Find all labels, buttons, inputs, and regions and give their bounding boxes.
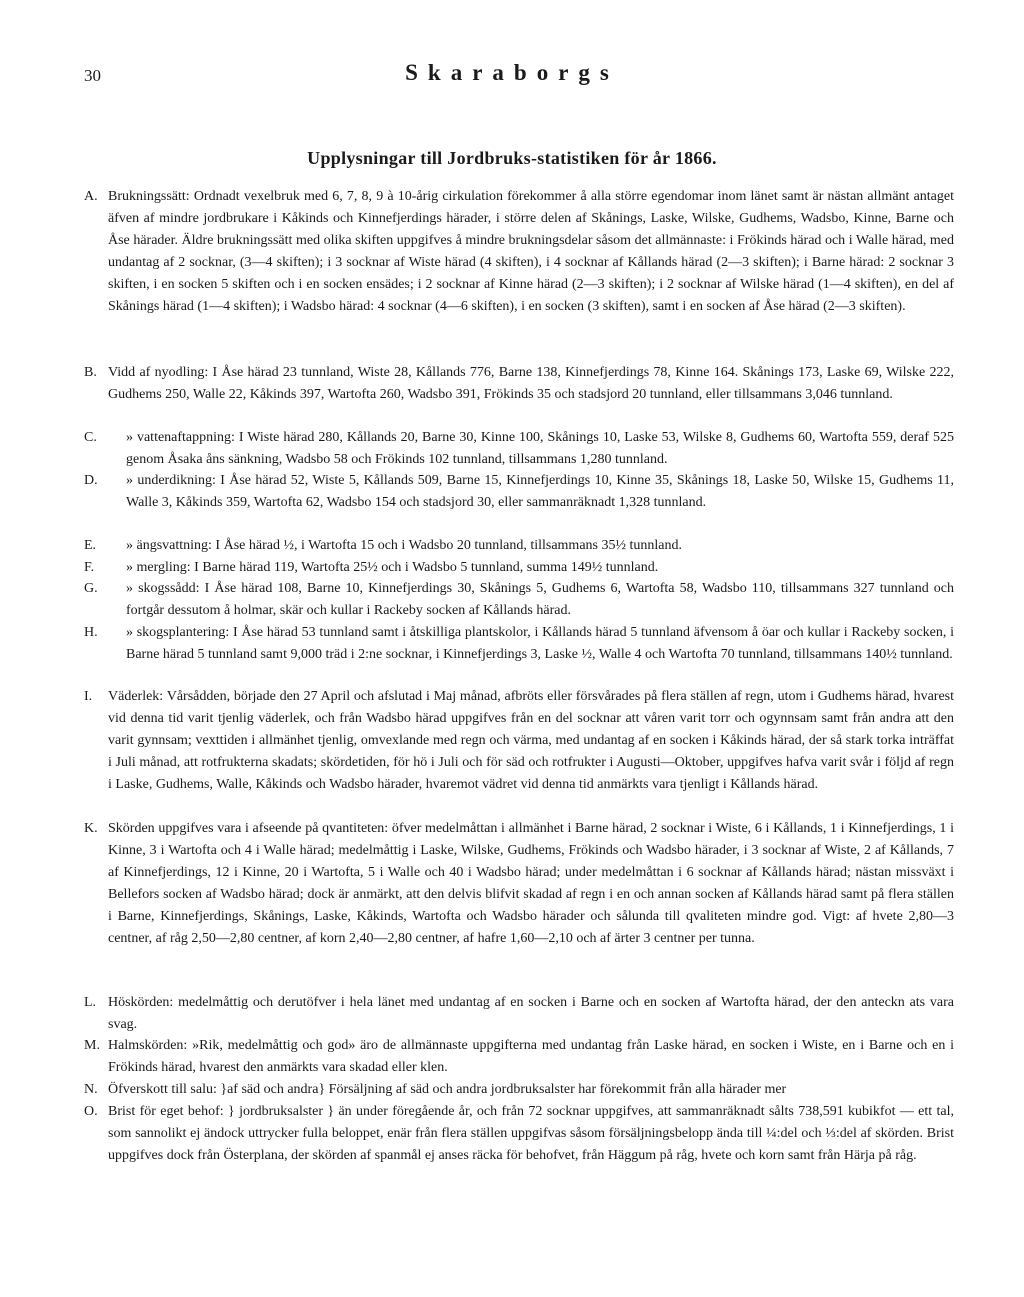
section-letter: G. <box>84 581 98 596</box>
section-d <box>84 470 954 514</box>
section-text: » skogssådd: I Åse härad 108, Barne 10, Kinnefjerdings 30, Skånings 5, Gudhems 6, Wartofta 58, Wadsbo 110, tillsammans 327 tunnland och fortgår dessutom å holmar, skär och kullar i Rackeby socken af Kållands härad. <box>126 581 954 618</box>
section-l <box>84 992 954 1036</box>
page-number: 30 <box>84 66 101 85</box>
section-text: » mergling: I Barne härad 119, Wartofta 25½ och i Wadsbo 5 tunnland, summa 149½ tunnland. <box>126 560 659 575</box>
section-n <box>84 1079 954 1101</box>
running-title: Skaraborgs <box>405 60 619 85</box>
section-letter: B. <box>84 365 97 380</box>
section-letter: M. <box>84 1038 100 1053</box>
section-c <box>84 427 954 471</box>
section-letter: L. <box>84 995 97 1010</box>
section-letter: A. <box>84 189 98 204</box>
section-text: Halmskörden: »Rik, medelmåttig och god» äro de allmännaste uppgifterna med undantag från Laske härad, en socken i Wiste, en i Barne och en i Frökinds härad, hvarest den anmärkts vara skadad eller klen. <box>108 1038 954 1075</box>
section-f <box>84 557 954 579</box>
section-letter: O. <box>84 1104 98 1119</box>
section-text: » ängsvattning: I Åse härad ½, i Wartofta 15 och i Wadsbo 20 tunnland, tillsammans 35½ tunnland. <box>126 538 682 553</box>
section-text: Vidd af nyodling: I Åse härad 23 tunnland, Wiste 28, Kållands 776, Barne 138, Kinnefjerdings 78, Kinne 164. Skånings 173, Laske 69, Wilske 222, Gudhems 250, Walle 22, Kåkinds 397, Wartofta 260, Wadsbo 391, Frökinds 35 och stadsjord 20 tunnland, eller tillsammans 3,046 tunnland. <box>108 365 954 402</box>
section-h <box>84 622 954 666</box>
section-letter: E. <box>84 538 97 553</box>
section-letter: F. <box>84 560 95 575</box>
section-text: Öfverskott till salu: }af säd och andra} Försäljning af säd och andra jordbruksalster har förekommit från alla härader mer <box>108 1082 787 1097</box>
section-text: Väderlek: Vårsådden, började den 27 April och afslutad i Maj månad, afbröts eller försvårades på flera ställen af regn, utom i Gudhems härad, hvarest vid denna tid varit tjenlig väderlek, och från Wadsbo härad uppgifves från en del socknar att våren varit torr och ogynnsam samt från andra att den varit gynnsam; vexttiden i allmänhet tjenlig, omvexlande med regn och värma, med undantag af en socken i Kåkinds härad, der så stark torka inträffat i Juli månad, att rotfrukterna skadats; skördetiden, för hö i Juli och för säd och rotfrukter i Augusti—Oktober, uppgifves hafva varit svår i följd af regn i Laske, Gudhems, Walle, Kåkinds och Wadsbo härader, hvaremot vädret vid denna tid anmärkts vara tjenligt i Kållands härad. <box>108 689 954 792</box>
section-letter: C. <box>84 430 97 445</box>
section-text: » vattenaftappning: I Wiste härad 280, Kållands 20, Barne 30, Kinne 100, Skånings 10, Laske 53, Wilske 8, Gudhems 60, Wartofta 559, deraf 525 genom Åsaka åns sänkning, Wadsbo 58 och Frökinds 102 tunnland, tillsammans 1,280 tunnland. <box>126 430 954 467</box>
section-letter: D. <box>84 473 98 488</box>
section-letter: H. <box>84 625 98 640</box>
section-letter: N. <box>84 1082 98 1097</box>
page-title: Upplysningar till Jordbruks-statistiken för år 1866. <box>307 148 717 168</box>
section-g <box>84 578 954 622</box>
section-b <box>84 362 954 406</box>
section-text: Brukningssätt: Ordnadt vexelbruk med 6, 7, 8, 9 à 10-årig cirkulation förekommer å alla större egendomar inom länet samt är nästan allmänt antaget äfven af mindre jordbrukare i Kåkinds och Kinnefjerdings härader, i större delen af Skånings, Laske, Wilske, Gudhems, Wadsbo, Kinne, Barne och Åse härader. Äldre brukningssätt med olika skiften uppgifves å mindre brukningsdelar såsom det allmännaste: i Frökinds härad och i Walle härad, med undantag af 2 socknar, (3—4 skiften); i 3 socknar af Wiste härad (4 skiften), i 4 socknar af Kållands härad (2—3 skiften); i Barne härad: 2 socknar 3 skiften, i en socken 5 skiften och i en socken ensädes; i 2 socknar af Kinne härad (2—3 skiften); i 2 socknar af Wilske härad (1—4 skiften), en del af Skånings härad (1—4 skiften); i Wadsbo härad: 4 socknar (4—6 skiften), i en socken (3 skiften), samt i en socken af Åse härad (2—3 skiften). <box>108 189 954 314</box>
section-o <box>84 1101 954 1167</box>
section-letter: K. <box>84 821 98 836</box>
section-a <box>84 186 954 317</box>
section-text: Brist för eget behof: } jordbruksalster } än under föregående år, och från 72 socknar uppgifves, att sammanräknadt sålts 738,591 kubikfot — ett tal, som sannolikt ej ändock uttrycker fulla beloppet, enär från flera ställen uppgifvas såsom försäljningsbelopp ända till ¼:del och ⅓:del af skörden. Brist uppgifves dock från Österplana, der skörden af spanmål ej anses räcka för behofvet, från Häggum på råg, hvete och korn samt från Härja på råg. <box>108 1104 954 1163</box>
section-m <box>84 1035 954 1079</box>
section-text: » underdikning: I Åse härad 52, Wiste 5, Kållands 509, Barne 15, Kinnefjerdings 10, Kinne 35, Skånings 18, Laske 50, Wilske 15, Gudhems 11, Walle 3, Kåkinds 359, Wartofta 62, Wadsbo 154 och stadsjord 30, eller sammanräknadt 1,328 tunnland. <box>126 473 954 510</box>
section-i <box>84 686 954 796</box>
section-text: Höskörden: medelmåttig och derutöfver i hela länet med undantag af en socken i Barne och en socken af Wartofta härad, der den anteckn ats vara svag. <box>108 995 954 1032</box>
section-e <box>84 535 954 557</box>
section-text: Skörden uppgifves vara i afseende på qvantiteten: öfver medelmåttan i allmänhet i Barne härad, 2 socknar i Wiste, 6 i Kållands, 1 i Kinnefjerdings, 1 i Kinne, 3 i Wartofta och 4 i Walle härad; medelmåttig i Laske, Wilske, Gudhems, Frökinds och Wadsbo härader, i 3 socknar af Wiste, 2 af Kållands, 7 af Kinnefjerdings, 12 i Kinne, 20 i Wartofta, 5 i Walle och 40 i Wadsbo härad; under medelmåttan i 6 socknar af Kållands härad; nästan missväxt i Bellefors socken af Wadsbo härad; dock är anmärkt, att den delvis blifvit skadad af regn i en och annan socken af Kållands härad samt på flera ställen i Barne, Kinnefjerdings, Skånings, Laske, Kåkinds, Wartofta och Wadsbo härader och sålunda till qvaliteten mindre god. Vigt: af hvete 2,80—3 centner, af råg 2,50—2,80 centner, af korn 2,40—2,80 centner, af hafre 1,60—2,10 och af ärter 3 centner per tunna. <box>108 821 954 946</box>
section-letter: I. <box>84 689 93 704</box>
section-text: » skogsplantering: I Åse härad 53 tunnland samt i åtskilliga plantskolor, i Kållands härad 5 tunnland äfvensom å öar och kullar i Rackeby socken, i Barne härad 5 tunnland samt 9,000 träd i 2:ne socknar, i Kinnefjerdings 3, Laske ½, Walle 4 och Wartofta 70 tunnland, tillsammans 140½ tunnland. <box>126 625 954 662</box>
section-k <box>84 818 954 949</box>
